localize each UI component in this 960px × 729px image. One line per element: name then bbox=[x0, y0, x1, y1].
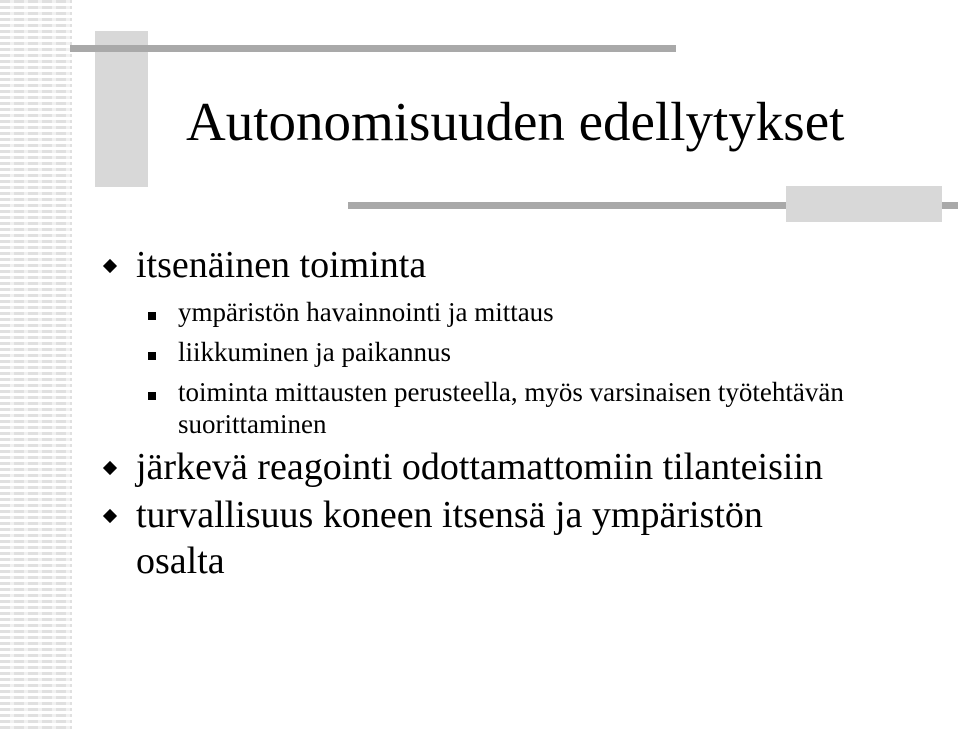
bullet-text: itsenäinen toiminta bbox=[136, 244, 427, 286]
square-bullet-icon bbox=[148, 392, 156, 400]
bullet-list bbox=[102, 242, 942, 584]
square-bullet-icon bbox=[148, 312, 156, 320]
sub-bullet-item bbox=[102, 376, 960, 440]
square-bullet-icon bbox=[148, 352, 156, 360]
sub-bullet-text: liikkuminen ja paikannus bbox=[178, 337, 451, 367]
sub-bullet-text: toiminta mittausten perusteella, myös varsinaisen työtehtävän suorittaminen bbox=[178, 377, 844, 439]
sub-bullet-item bbox=[102, 336, 942, 368]
decor-right-block bbox=[786, 186, 942, 222]
sub-bullet-text: ympäristön havainnointi ja mittaus bbox=[178, 297, 554, 327]
diamond-bullet-icon bbox=[103, 259, 117, 273]
slide-title: Autonomisuuden edellytykset bbox=[186, 91, 845, 152]
diamond-bullet-icon bbox=[103, 461, 117, 475]
bullet-text: järkevä reagointi odottamattomiin tilanteisiin bbox=[136, 446, 823, 488]
bullet-item bbox=[102, 444, 942, 490]
decor-top-line bbox=[70, 45, 676, 52]
left-stripe-border bbox=[0, 0, 72, 729]
decor-vertical-block bbox=[95, 31, 148, 187]
sub-bullet-item bbox=[102, 296, 942, 328]
diamond-bullet-icon bbox=[103, 509, 117, 523]
bullet-group-1 bbox=[102, 242, 942, 440]
bullet-item bbox=[102, 242, 942, 288]
bullet-text: turvallisuus koneen itsensä ja ympäristön osalta bbox=[136, 494, 763, 582]
bullet-item bbox=[102, 492, 856, 584]
